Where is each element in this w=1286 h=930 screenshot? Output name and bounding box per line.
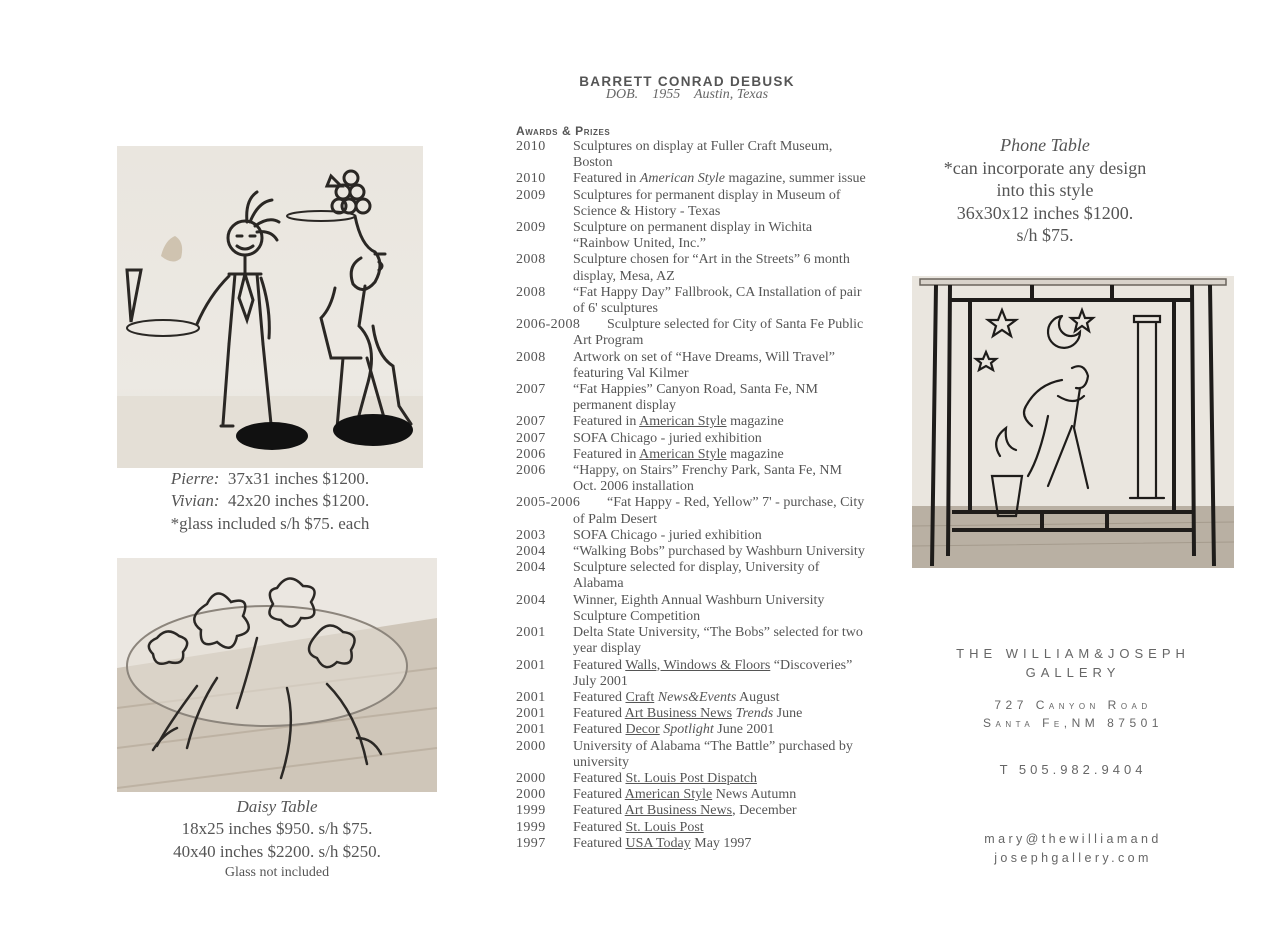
award-year: 2004	[516, 560, 546, 576]
awards-list	[516, 139, 866, 852]
award-text-pre: Featured	[573, 819, 626, 835]
award-text-und: Art Business News	[624, 706, 733, 722]
award-text: Artwork on set of “Have Dreams, Will Travel” featuring Val Kilmer	[573, 349, 836, 381]
phone-title: Phone Table	[1000, 135, 1090, 155]
award-year: 2006	[516, 446, 546, 462]
award-text: “Fat Happies” Canyon Road, Santa Fe, NM permanent display	[573, 382, 818, 414]
gallery-name-line-2: GALLERY	[1025, 665, 1121, 680]
award-item	[516, 593, 866, 625]
award-item	[516, 722, 866, 738]
gallery-phone: T 505.982.9404	[999, 762, 1147, 777]
award-year: 2010	[516, 139, 546, 154]
award-text-post: May 1997	[690, 835, 752, 851]
award-item	[516, 317, 866, 349]
award-text-ital: Trends	[732, 706, 774, 722]
phone-line-1: *can incorporate any design	[943, 157, 1147, 178]
award-text-und: Art Business News	[624, 803, 733, 819]
award-text-post: magazine	[726, 414, 784, 430]
award-text-und: St. Louis Post	[625, 819, 704, 835]
award-text-post: “Discoveries” July 2001	[573, 657, 853, 689]
award-text: Delta State University, “The Bobs” selected for two year display	[573, 625, 863, 657]
award-item	[516, 625, 866, 657]
award-text-pre: Featured	[573, 689, 626, 705]
award-year: 2000	[516, 738, 546, 754]
award-text-pre: Featured	[573, 803, 625, 819]
awards-heading: Awards & Prizes	[516, 124, 611, 138]
award-year: 2001	[516, 625, 546, 641]
daisy-table-photo	[117, 558, 437, 792]
award-text	[516, 820, 866, 836]
artist-name: BARRETT CONRAD DEBUSK	[579, 74, 795, 89]
award-year: 2010	[516, 171, 546, 187]
award-text-pre: Featured	[573, 657, 626, 673]
pierre-detail: 37x31 inches $1200.	[227, 469, 370, 488]
award-year: 2009	[516, 220, 546, 236]
award-year: 2001	[516, 657, 546, 673]
gallery-email-line-1[interactable]: mary@thewilliamand	[984, 832, 1162, 846]
gallery-name-line-1: THE WILLIAM&JOSEPH	[956, 646, 1190, 661]
award-text-ital: American Style	[639, 171, 726, 187]
award-year: 2000	[516, 787, 546, 803]
award-text: SOFA Chicago - juried exhibition	[573, 527, 762, 543]
award-text-pre: Featured in	[573, 171, 640, 187]
award-text-und: Decor	[625, 722, 660, 738]
award-text-pre: Featured in	[573, 446, 640, 462]
vivian-name: Vivian:	[170, 491, 220, 510]
dob-place: Austin, Texas	[693, 87, 769, 102]
award-year: 2008	[516, 284, 546, 300]
pierre-name: Pierre:	[170, 469, 220, 488]
award-item	[516, 560, 866, 592]
vivian-caption	[117, 490, 423, 513]
award-text-pre: Featured	[573, 770, 626, 786]
award-year: 2007	[516, 430, 546, 446]
award-text: “Happy, on Stairs” Frenchy Park, Santa Fe, NM Oct. 2006 installation	[573, 463, 842, 495]
award-text-post: magazine, summer issue	[725, 171, 866, 187]
award-year: 2003	[516, 527, 546, 543]
award-year: 2005-2006	[516, 495, 581, 511]
award-item	[516, 820, 866, 836]
award-item	[516, 220, 866, 252]
award-item	[516, 171, 866, 187]
award-year: 2001	[516, 689, 546, 705]
award-item	[516, 771, 866, 787]
award-text	[516, 706, 866, 722]
award-item	[516, 544, 866, 560]
award-item	[516, 690, 866, 706]
vivian-detail: 42x20 inches $1200.	[228, 491, 370, 510]
award-year: 2001	[516, 722, 546, 738]
award-text	[516, 787, 866, 803]
award-text-pre: Featured	[573, 787, 625, 803]
award-text: Sculpture on permanent display in Wichita “Rainbow United, Inc.”	[573, 220, 813, 252]
award-item	[516, 706, 866, 722]
award-year: 2007	[516, 414, 546, 430]
award-text-post: magazine	[726, 446, 784, 462]
pierre-caption	[117, 468, 423, 491]
daisy-title: Daisy Table	[236, 797, 318, 816]
award-text: Sculpture chosen for “Art in the Streets” 6 month display, Mesa, AZ	[573, 252, 850, 284]
award-item	[516, 447, 866, 463]
award-item	[516, 803, 866, 819]
award-text-post: , December	[732, 803, 797, 819]
award-text-und: American Style	[639, 446, 727, 462]
award-item	[516, 431, 866, 447]
award-item	[516, 739, 866, 771]
dob-label: DOB.	[605, 87, 639, 102]
dob-year: 1955	[652, 87, 681, 102]
award-year: 2006	[516, 463, 546, 479]
phone-table-photo	[912, 276, 1234, 568]
award-item	[516, 836, 866, 852]
award-year: 2008	[516, 252, 546, 268]
award-text	[516, 803, 866, 819]
phone-line-2: into this style	[996, 180, 1094, 200]
award-text: Sculpture selected for display, University of Alabama	[573, 560, 820, 592]
artist-dob	[516, 87, 858, 103]
phone-line-4: s/h $75.	[1016, 225, 1074, 245]
award-text: “Fat Happy Day” Fallbrook, CA Installation of pair of 6' sculptures	[573, 284, 862, 317]
award-text: Sculptures for permanent display in Museum of Science & History - Texas	[573, 187, 841, 219]
award-item	[516, 658, 866, 690]
award-text-pre: Featured	[573, 706, 625, 722]
gallery-address-line-2: Santa Fe,NM 87501	[983, 716, 1163, 730]
award-text	[516, 171, 866, 187]
gallery-name	[912, 644, 1234, 682]
artist-header	[516, 74, 858, 103]
award-item	[516, 188, 866, 220]
gallery-email[interactable]	[912, 830, 1234, 868]
award-year: 2007	[516, 382, 546, 398]
award-text: SOFA Chicago - juried exhibition	[573, 430, 762, 446]
award-text-post: News Autumn	[712, 787, 797, 803]
award-text-ital: Spotlight	[659, 722, 714, 738]
award-text-und: Craft	[625, 689, 655, 705]
award-year: 2000	[516, 770, 546, 786]
award-year: 1999	[516, 819, 546, 835]
award-text-pre: Featured in	[573, 414, 640, 430]
award-item	[516, 414, 866, 430]
daisy-note: Glass not included	[224, 865, 330, 880]
award-text-ital: News&Events	[654, 689, 737, 705]
award-year: 2008	[516, 349, 546, 365]
award-item	[516, 495, 866, 527]
phone-table-caption	[940, 134, 1150, 247]
award-year: 2006-2008	[516, 317, 581, 333]
award-year: 2009	[516, 187, 546, 203]
award-text: Sculpture selected for City of Santa Fe Public Art Program	[573, 317, 864, 349]
award-year: 1997	[516, 835, 546, 851]
pierre-vivian-note: *glass included s/h $75. each	[170, 514, 370, 533]
award-year: 1999	[516, 803, 546, 819]
award-year: 2004	[516, 544, 546, 560]
award-item	[516, 252, 866, 284]
gallery-address-line-1: 727 Canyon Road	[994, 698, 1152, 712]
award-year: 2004	[516, 592, 546, 608]
award-item	[516, 463, 866, 495]
award-item	[516, 528, 866, 544]
award-text-post: August	[736, 689, 780, 705]
gallery-email-line-2[interactable]: josephgallery.com	[994, 851, 1152, 865]
award-item	[516, 139, 866, 171]
pierre-vivian-photo	[117, 146, 423, 468]
award-text	[516, 771, 866, 787]
award-text	[516, 836, 866, 852]
daisy-size-1: 18x25 inches $950. s/h $75.	[181, 819, 373, 838]
award-text-und: St. Louis Post Dispatch	[625, 770, 757, 786]
award-text	[516, 447, 866, 463]
award-text: “Walking Bobs” purchased by Washburn University	[573, 544, 865, 560]
award-text-und: Walls, Windows & Floors	[625, 657, 771, 673]
award-text: Sculptures on display at Fuller Craft Museum, Boston	[573, 139, 833, 171]
award-text-pre: Featured	[573, 835, 626, 851]
award-text	[516, 658, 866, 690]
daisy-size-2: 40x40 inches $2200. s/h $250.	[173, 842, 381, 861]
award-year: 2001	[516, 706, 546, 722]
award-text: “Fat Happy - Red, Yellow” 7' - purchase, City of Palm Desert	[573, 495, 865, 527]
award-item	[516, 382, 866, 414]
award-text-pre: Featured	[573, 722, 626, 738]
award-item	[516, 285, 866, 317]
award-text-post: June 2001	[713, 722, 775, 738]
phone-line-3: 36x30x12 inches $1200.	[956, 202, 1134, 223]
gallery-address	[912, 696, 1234, 732]
award-text	[516, 690, 866, 706]
award-text	[516, 414, 866, 430]
award-text-und: USA Today	[625, 835, 691, 851]
award-text	[516, 722, 866, 738]
award-text-und: American Style	[624, 787, 713, 803]
award-text-post: June	[773, 706, 803, 722]
award-text: Winner, Eighth Annual Washburn University Sculpture Competition	[573, 592, 825, 624]
award-item	[516, 787, 866, 803]
award-text-und: American Style	[639, 414, 727, 430]
award-text: University of Alabama “The Battle” purchased by university	[573, 738, 853, 770]
award-item	[516, 350, 866, 382]
